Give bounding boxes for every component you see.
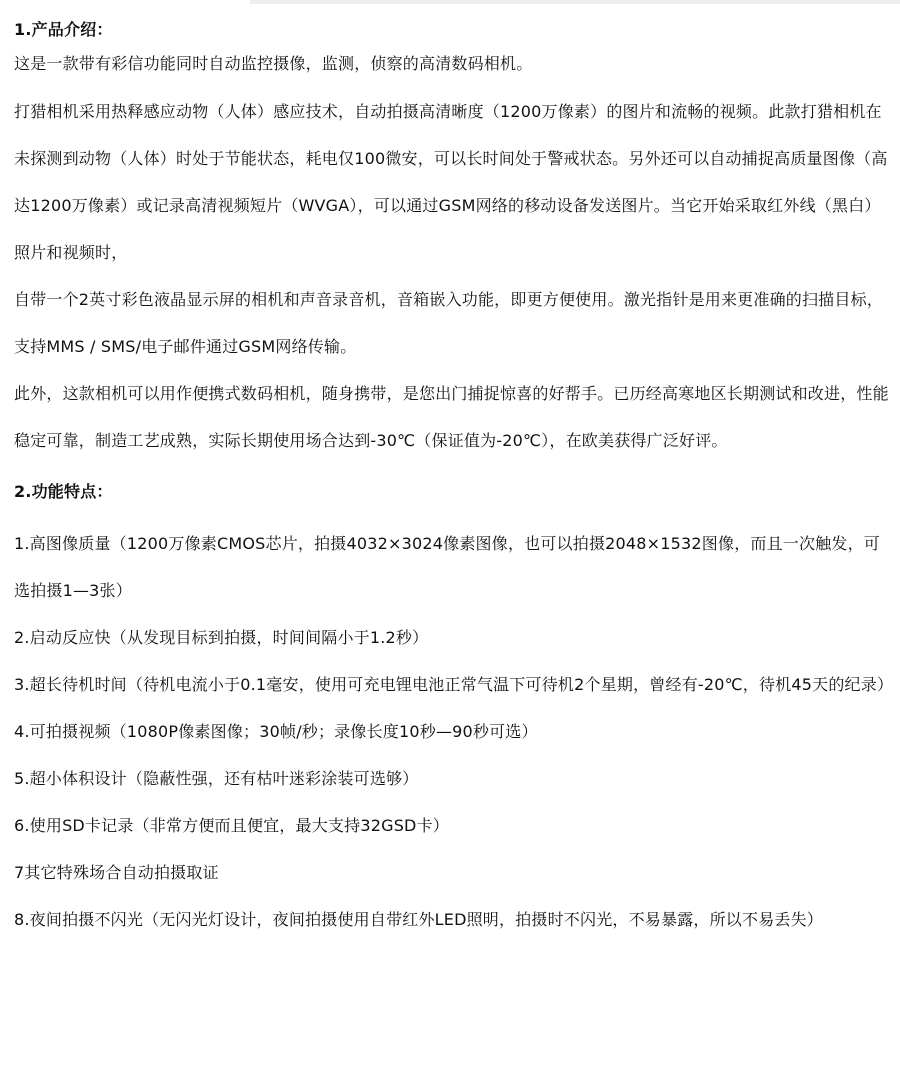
product-document <box>14 14 892 943</box>
section-heading-intro: 1.产品介绍： <box>14 20 113 39</box>
feature-item: 3.超长待机时间（待机电流小于0.1毫安，使用可充电锂电池正常气温下可待机2个星期，曾经有-20℃，待机45天的纪录） <box>14 675 894 694</box>
intro-paragraph: 这是一款带有彩信功能同时自动监控摄像，监测，侦察的高清数码相机。 <box>14 54 533 73</box>
feature-item: 4.可拍摄视频（1080P像素图像；30帧/秒；录像长度10秒—90秒可选） <box>14 722 538 741</box>
intro-paragraph: 此外，这款相机可以用作便携式数码相机，随身携带，是您出门捕捉惊喜的好帮手。已历经高寒地区长期测试和改进，性能稳定可靠，制造工艺成熟，实际长期使用场合达到-30℃（保证值为-20℃），在欧美获得广泛好评。 <box>14 384 889 450</box>
feature-item: 5.超小体积设计（隐蔽性强，还有枯叶迷彩涂装可选够） <box>14 769 419 788</box>
section-heading-features: 2.功能特点： <box>14 482 113 501</box>
intro-paragraph: 自带一个2英寸彩色液晶显示屏的相机和声音录音机，音箱嵌入功能，即更方便使用。激光指针是用来更准确的扫描目标，支持MMS / SMS/电子邮件通过GSM网络传输。 <box>14 290 883 356</box>
intro-paragraph: 打猎相机采用热释感应动物（人体）感应技术，自动拍摄高清晰度（1200万像素）的图片和流畅的视频。此款打猎相机在未探测到动物（人体）时处于节能状态，耗电仅100微安，可以长时间处于警戒状态。另外还可以自动捕捉高质量图像（高达1200万像素）或记录高清视频短片（WVGA），可以通过GSM网络的移动设备发送图片。当它开始采取红外线（黑白）照片和视频时， <box>14 102 888 262</box>
feature-item: 7其它特殊场合自动拍摄取证 <box>14 863 219 882</box>
feature-item: 2.启动反应快（从发现目标到拍摄，时间间隔小于1.2秒） <box>14 628 429 647</box>
feature-item: 8.夜间拍摄不闪光（无闪光灯设计，夜间拍摄使用自带红外LED照明，拍摄时不闪光，不易暴露，所以不易丢失） <box>14 910 824 929</box>
feature-item: 1.高图像质量（1200万像素CMOS芯片，拍摄4032×3024像素图像，也可以拍摄2048×1532图像，而且一次触发，可选拍摄1—3张） <box>14 534 880 600</box>
top-edge-strip <box>250 0 900 4</box>
feature-item: 6.使用SD卡记录（非常方便而且便宜，最大支持32GSD卡） <box>14 816 449 835</box>
feature-list <box>14 520 892 943</box>
